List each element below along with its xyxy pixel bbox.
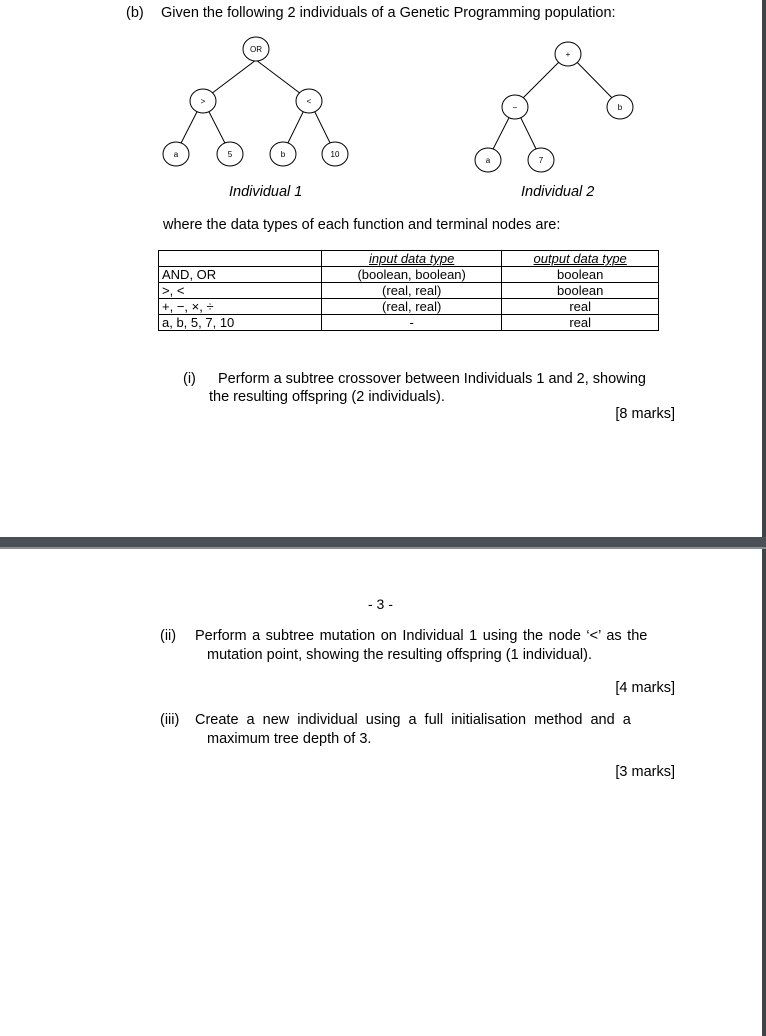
table-cell: (real, real) (322, 299, 502, 315)
ind1-label-lr: 5 (227, 150, 233, 159)
part-ii-marks: [4 marks] (615, 680, 675, 696)
table-header-cell: input data type (322, 251, 502, 267)
part-i-line2: the resulting offspring (2 individuals). (209, 389, 445, 405)
page-separator (0, 537, 766, 547)
page-separator-shadow (0, 547, 766, 549)
ind1-label-right: < (306, 97, 312, 106)
question-b-label: (b) (126, 5, 144, 21)
ind2-label-left: − (512, 103, 518, 112)
ind1-label-root: OR (250, 45, 262, 54)
ind2-label-root: + (565, 50, 571, 59)
individual-2-caption: Individual 2 (521, 184, 595, 200)
table-cell: AND, OR (159, 267, 322, 283)
table-row (159, 299, 659, 315)
table-row (159, 267, 659, 283)
table-cell: real (502, 299, 659, 315)
table-cell: real (502, 315, 659, 331)
question-b-text: Given the following 2 individuals of a Genetic Programming population: (161, 5, 616, 21)
table-header-cell (159, 251, 322, 267)
part-iii-line1: Create a new individual using a full initialisation method and a (195, 712, 631, 728)
table-cell: boolean (502, 283, 659, 299)
individual-1-caption: Individual 1 (229, 184, 303, 200)
table-cell: +, −, ×, ÷ (159, 299, 322, 315)
ind1-label-ll: a (173, 150, 179, 159)
ind1-label-left: > (200, 97, 206, 106)
part-ii-line2: mutation point, showing the resulting offspring (1 individual). (207, 647, 593, 663)
ind2-label-lr: 7 (538, 156, 544, 165)
part-ii-line1: Perform a subtree mutation on Individual 1 using the node ‘<’ as the (195, 628, 648, 644)
table-cell: >, < (159, 283, 322, 299)
part-i-line1: Perform a subtree crossover between Individuals 1 and 2, showing (218, 371, 646, 387)
table-cell: - (322, 315, 502, 331)
part-iii-marks: [3 marks] (615, 764, 675, 780)
page-number: - 3 - (368, 596, 393, 612)
table-row (159, 315, 659, 331)
part-iii-label: (iii) (160, 712, 180, 728)
table-header-cell: output data type (502, 251, 659, 267)
ind1-label-rr: 10 (330, 150, 340, 159)
where-text: where the data types of each function and terminal nodes are: (163, 217, 561, 233)
ind2-label-right: b (617, 103, 623, 112)
part-i-label: (i) (183, 371, 196, 387)
table-row (159, 283, 659, 299)
part-ii-label: (ii) (160, 628, 177, 644)
ind1-label-rl: b (280, 150, 286, 159)
table-cell: (boolean, boolean) (322, 267, 502, 283)
ind2-label-ll: a (485, 156, 491, 165)
gp-trees-diagram (0, 30, 766, 210)
data-type-table (158, 250, 659, 331)
part-iii-line2: maximum tree depth of 3. (207, 731, 372, 747)
table-cell: (real, real) (322, 283, 502, 299)
part-i-marks: [8 marks] (615, 406, 675, 422)
table-cell: a, b, 5, 7, 10 (159, 315, 322, 331)
table-cell: boolean (502, 267, 659, 283)
table-header-row (159, 251, 659, 267)
